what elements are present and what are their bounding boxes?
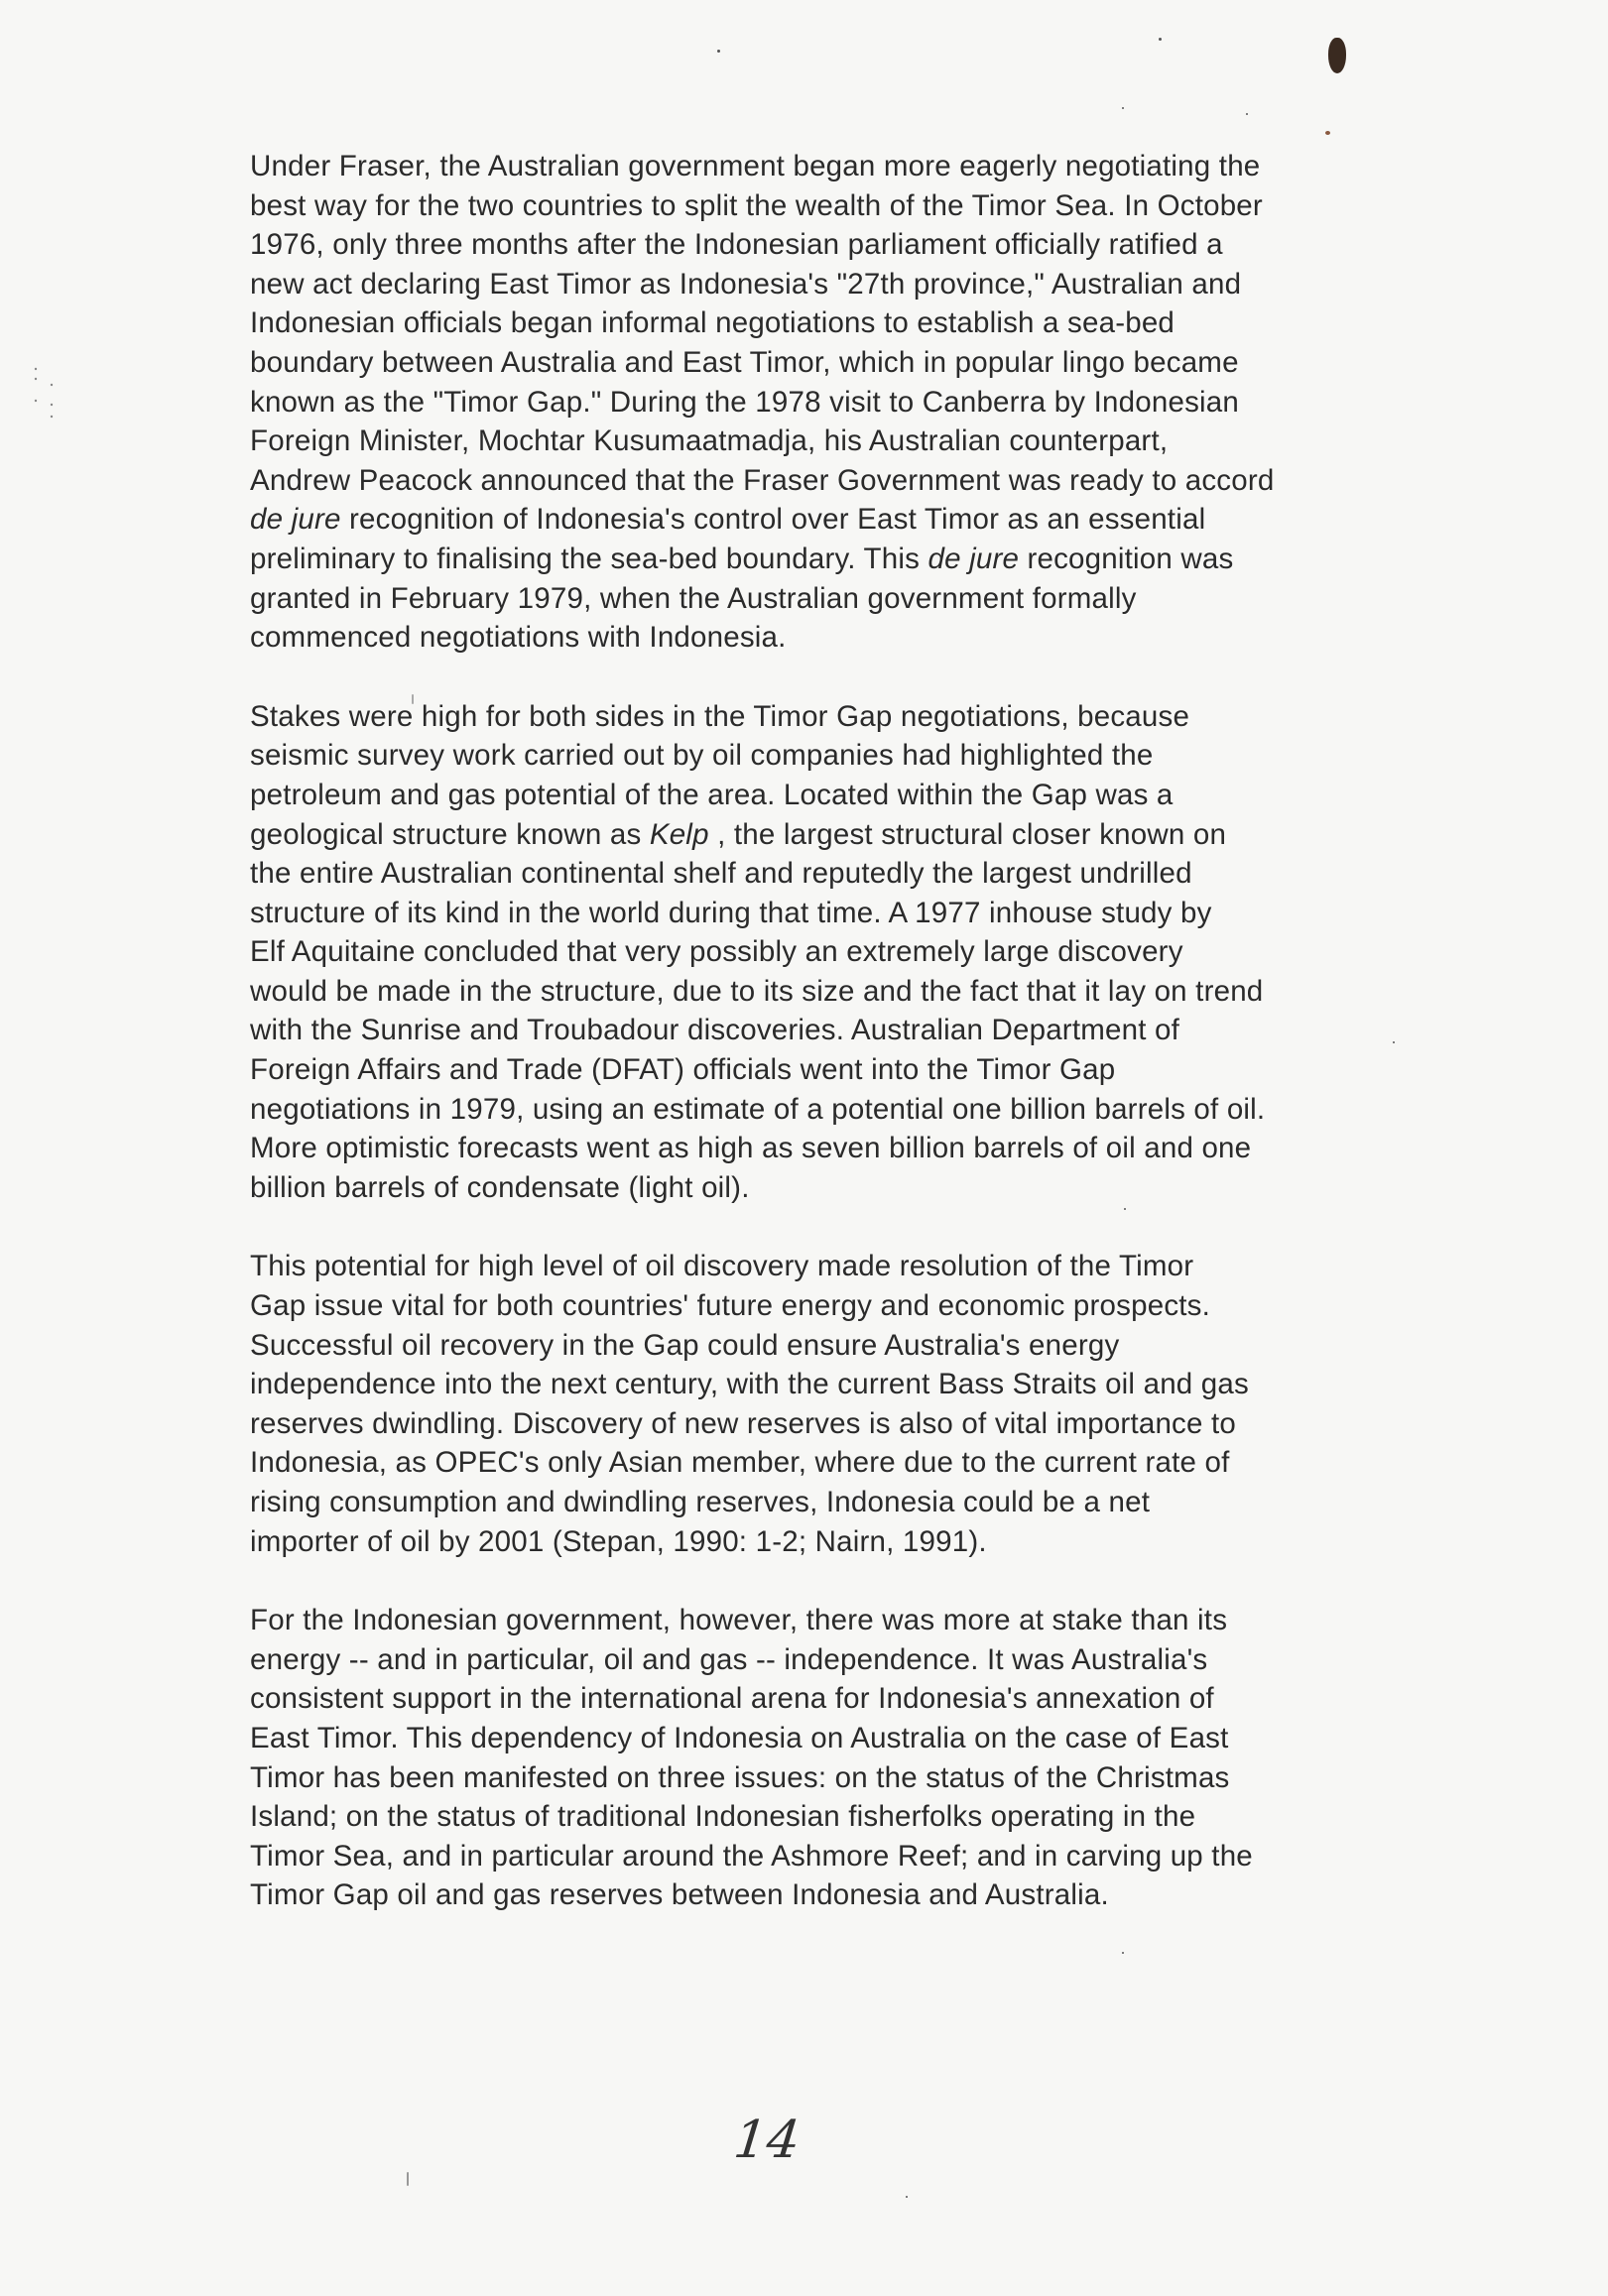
text-segment: commenced negotiations with Indonesia. — [250, 621, 787, 655]
text-segment: would be made in the structure, due to its size and the fact that it lay on trend — [250, 974, 1264, 1008]
text-line — [250, 1719, 1440, 1758]
text-segment: Timor Gap oil and gas reserves between Indonesia and Australia. — [250, 1878, 1109, 1912]
text-segment: known as the "Timor Gap." During the 1978 visit to Canberra by Indonesian — [250, 385, 1240, 419]
text-line — [250, 776, 1440, 815]
text-line — [250, 1679, 1440, 1719]
text-line — [250, 1090, 1440, 1130]
text-segment: best way for the two countries to split the wealth of the Timor Sea. In October — [250, 188, 1263, 222]
text-line — [250, 815, 1440, 855]
italic-text: Kelp — [649, 817, 709, 851]
text-segment: Indonesian officials began informal negotiations to establish a sea-bed — [250, 306, 1175, 340]
text-line — [250, 540, 1440, 579]
text-segment: granted in February 1979, when the Australian government formally — [250, 581, 1137, 615]
text-line — [250, 1837, 1440, 1876]
scan-speck — [407, 2172, 409, 2186]
text-line — [250, 1404, 1440, 1444]
text-line — [250, 579, 1440, 619]
text-segment: Gap issue vital for both countries' future energy and economic prospects. — [250, 1289, 1211, 1323]
italic-text: de jure — [928, 542, 1020, 575]
text-line — [250, 343, 1440, 383]
text-line — [250, 265, 1440, 304]
text-segment: 1976, only three months after the Indonesian parliament officially ratified a — [250, 228, 1223, 262]
text-line — [250, 1640, 1440, 1680]
text-line — [250, 383, 1440, 423]
scan-speck — [1325, 131, 1330, 135]
text-segment: Timor Sea, and in particular around the Ashmore Reef; and in carving up the — [250, 1839, 1253, 1873]
text-segment: , the largest structural closer known on — [708, 817, 1227, 851]
text-line — [250, 1247, 1440, 1286]
scan-mark — [1328, 38, 1346, 73]
scan-speck — [1246, 113, 1248, 115]
italic-text: de jure — [250, 503, 341, 537]
text-segment: importer of oil by 2001 (Stepan, 1990: 1-2; Nairn, 1991). — [250, 1524, 987, 1558]
text-line — [250, 736, 1440, 776]
text-line — [250, 618, 1440, 658]
text-segment: seismic survey work carried out by oil companies had highlighted the — [250, 739, 1154, 773]
text-segment: negotiations in 1979, using an estimate of a potential one billion barrels of oil. — [250, 1092, 1266, 1126]
text-line — [250, 422, 1440, 461]
text-segment: Under Fraser, the Australian government began more eagerly negotiating the — [250, 150, 1261, 182]
text-segment: billion barrels of condensate (light oil). — [250, 1170, 750, 1204]
text-segment: new act declaring East Timor as Indonesia's "27th province," Australian and — [250, 267, 1242, 301]
scan-speck — [717, 50, 720, 53]
text-segment: Elf Aquitaine concluded that very possibly an extremely large discovery — [250, 935, 1183, 969]
text-line — [250, 1875, 1440, 1915]
paragraph — [250, 1601, 1440, 1915]
text-line — [250, 147, 1440, 186]
text-line — [250, 303, 1440, 343]
text-segment: recognition of Indonesia's control over East Timor as an essential — [340, 503, 1206, 537]
text-segment: consistent support in the international arena for Indonesia's annexation of — [250, 1682, 1214, 1716]
text-line — [250, 932, 1440, 972]
text-line — [250, 697, 1440, 737]
text-segment: the entire Australian continental shelf and reputedly the largest undrilled — [250, 857, 1192, 891]
text-segment: Island; on the status of traditional Indonesian fisherfolks operating in the — [250, 1800, 1196, 1834]
text-segment: East Timor. This dependency of Indonesia on Australia on the case of East — [250, 1721, 1229, 1754]
text-line — [250, 225, 1440, 265]
body-text — [250, 147, 1440, 1955]
text-line — [250, 1011, 1440, 1050]
text-line — [250, 894, 1440, 933]
text-line — [250, 1483, 1440, 1522]
text-segment: with the Sunrise and Troubadour discoveries. Australian Department of — [250, 1014, 1179, 1047]
scan-speck — [906, 2196, 908, 2198]
text-line — [250, 461, 1440, 501]
text-segment: structure of its kind in the world during that time. A 1977 inhouse study by — [250, 896, 1212, 929]
text-segment: Stakes were high for both sides in the Timor Gap negotiations, because — [250, 699, 1190, 733]
page-number: 14 — [730, 2111, 804, 2170]
text-line — [250, 1443, 1440, 1483]
scan-margin-marks — [30, 365, 60, 424]
text-segment: recognition was — [1019, 542, 1234, 575]
text-segment: Foreign Affairs and Trade (DFAT) officials went into the Timor Gap — [250, 1053, 1116, 1087]
text-line — [250, 1286, 1440, 1326]
text-line — [250, 1129, 1440, 1168]
text-segment: boundary between Australia and East Timor, which in popular lingo became — [250, 345, 1239, 379]
text-line — [250, 500, 1440, 540]
text-segment: petroleum and gas potential of the area. Located within the Gap was a — [250, 778, 1174, 811]
text-segment: reserves dwindling. Discovery of new reserves is also of vital importance to — [250, 1406, 1237, 1440]
text-line — [250, 1168, 1440, 1208]
text-segment: Foreign Minister, Mochtar Kusumaatmadja, his Australian counterpart, — [250, 424, 1169, 458]
text-line — [250, 1326, 1440, 1366]
scan-speck — [1159, 38, 1162, 41]
text-segment: energy -- and in particular, oil and gas -- independence. It was Australia's — [250, 1642, 1208, 1676]
paragraph — [250, 147, 1440, 658]
text-line — [250, 1758, 1440, 1798]
paragraph — [250, 697, 1440, 1208]
text-segment: This potential for high level of oil discovery made resolution of the Timor — [250, 1250, 1194, 1283]
text-segment: More optimistic forecasts went as high as seven billion barrels of oil and one — [250, 1132, 1252, 1165]
text-line — [250, 972, 1440, 1012]
text-line — [250, 1365, 1440, 1404]
paragraph — [250, 1247, 1440, 1561]
text-segment: preliminary to finalising the sea-bed boundary. This — [250, 542, 928, 575]
text-line — [250, 1050, 1440, 1090]
text-line — [250, 1601, 1440, 1640]
scan-speck — [1122, 107, 1124, 109]
text-line — [250, 186, 1440, 226]
text-segment: Timor has been manifested on three issues: on the status of the Christmas — [250, 1760, 1230, 1794]
text-segment: Successful oil recovery in the Gap could ensure Australia's energy — [250, 1328, 1120, 1362]
text-line — [250, 1797, 1440, 1837]
text-segment: For the Indonesian government, however, there was more at stake than its — [250, 1604, 1228, 1637]
text-segment: rising consumption and dwindling reserves, Indonesia could be a net — [250, 1486, 1151, 1518]
text-segment: Andrew Peacock announced that the Fraser Government was ready to accord — [250, 463, 1275, 497]
text-line — [250, 854, 1440, 894]
text-segment: independence into the next century, with the current Bass Straits oil and gas — [250, 1368, 1249, 1401]
text-segment: geological structure known as — [250, 817, 650, 851]
text-segment: Indonesia, as OPEC's only Asian member, where due to the current rate of — [250, 1446, 1230, 1480]
text-line — [250, 1522, 1440, 1562]
